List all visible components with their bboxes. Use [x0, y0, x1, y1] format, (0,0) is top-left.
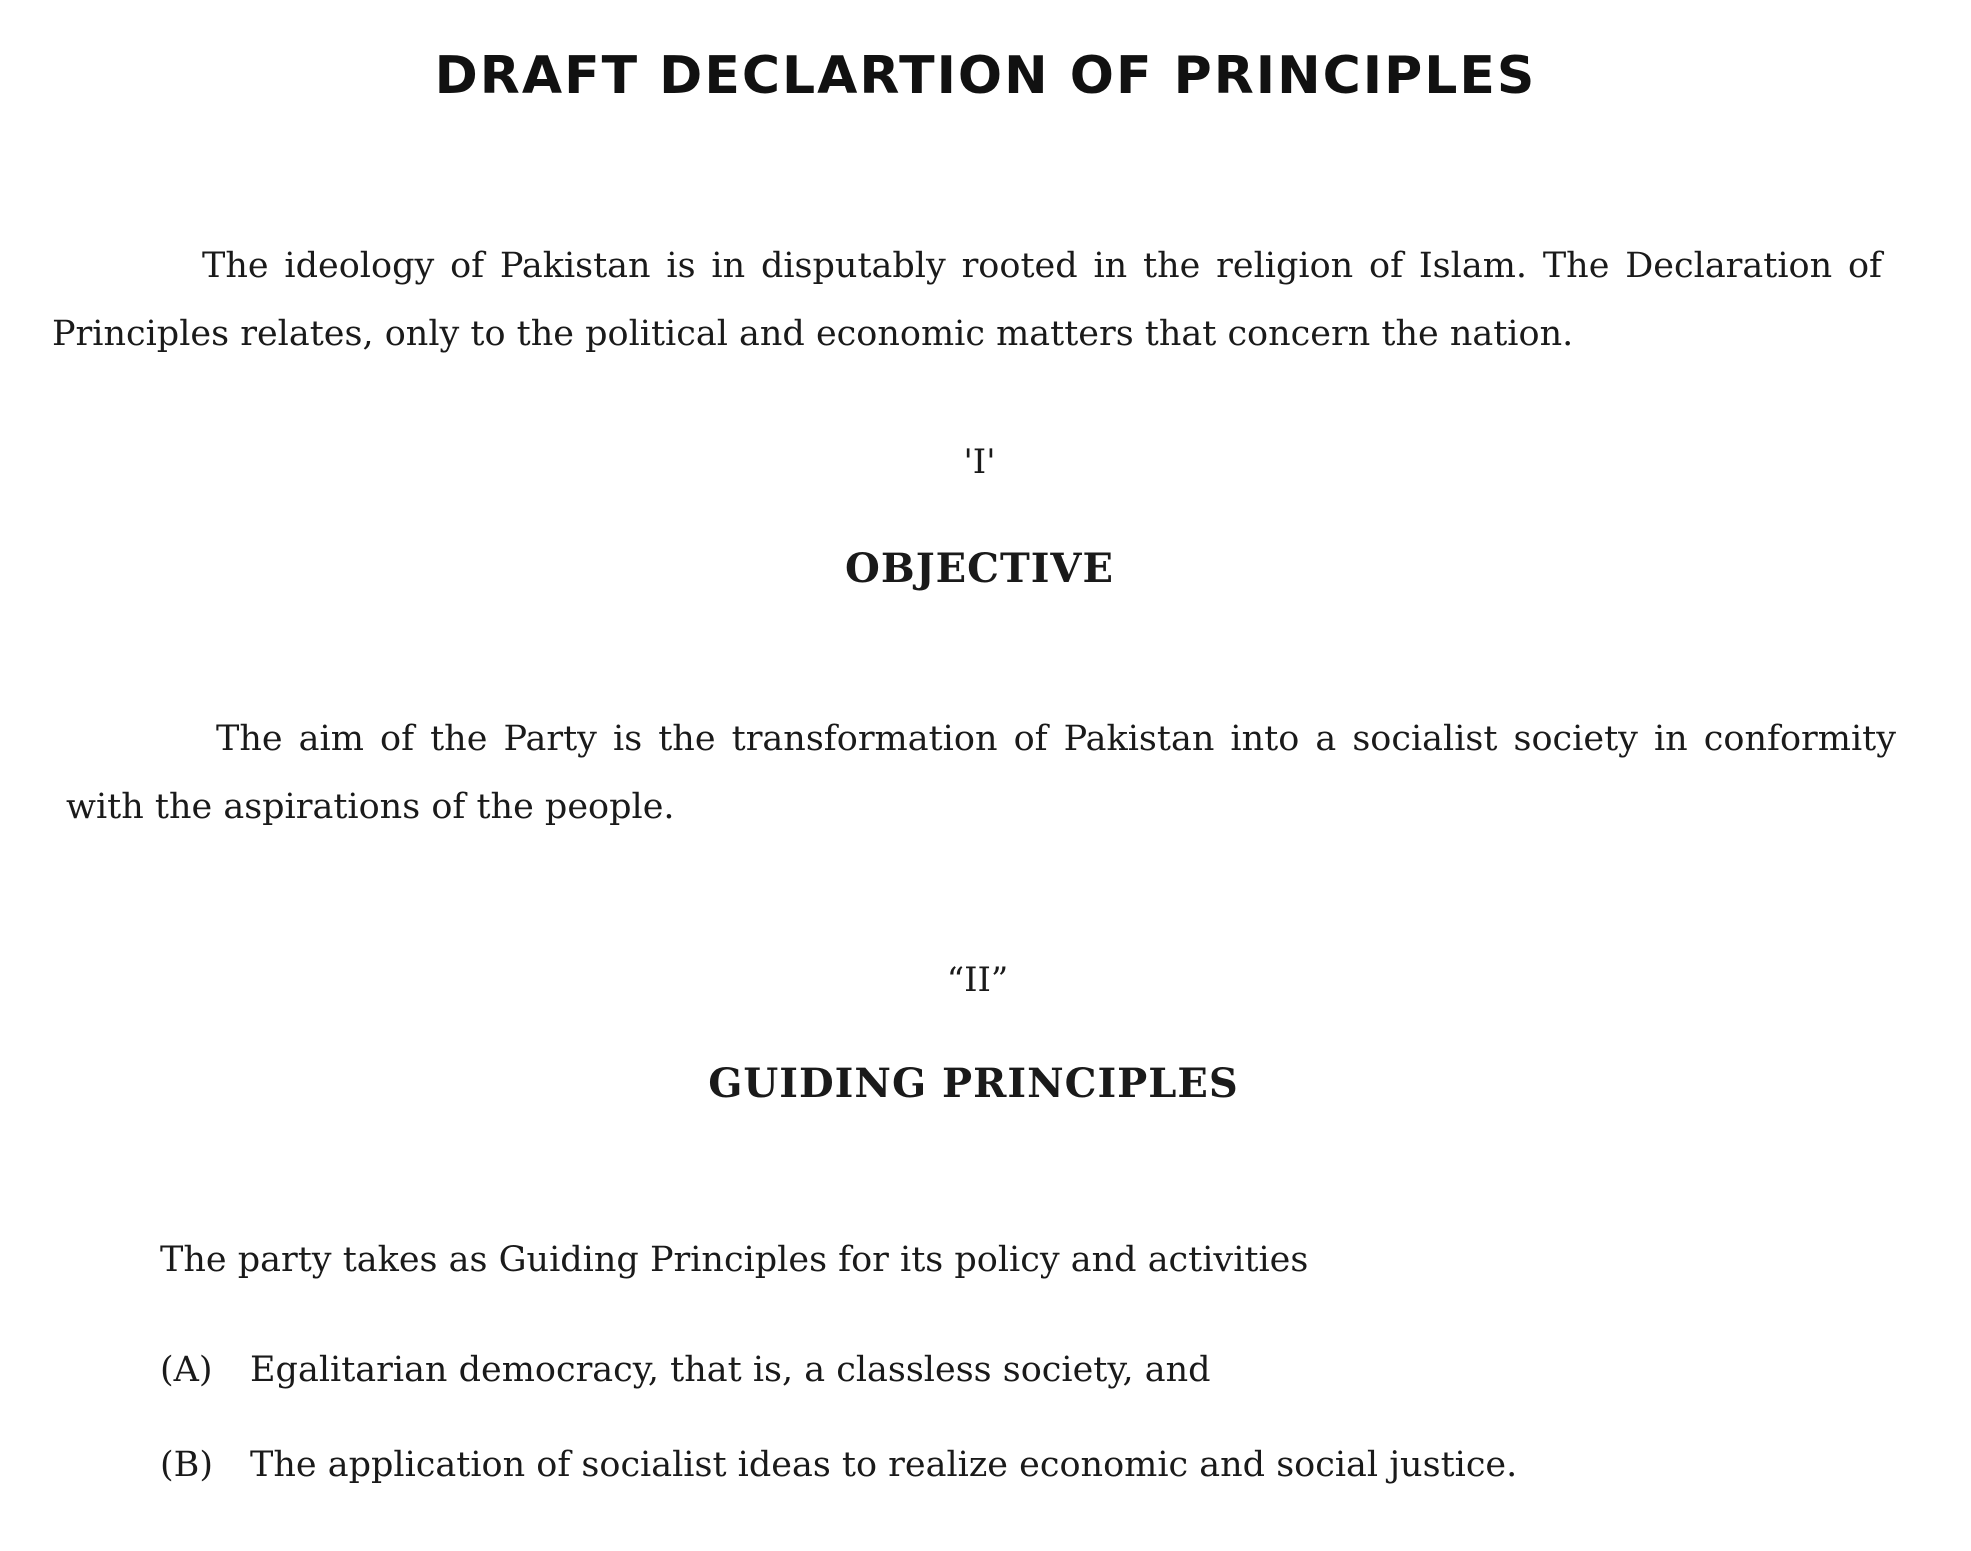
intro-paragraph-text: The ideology of Pakistan is in disputably rooted in the religion of Islam. The Declaration of Principles relates, only to the political and economic matters that concern the nation.	[52, 246, 1882, 354]
section-number-2: “II”	[946, 960, 1009, 1000]
section-heading-objective: OBJECTIVE	[845, 545, 1114, 592]
document-title: DRAFT DECLARTION OF PRINCIPLES	[434, 46, 1537, 106]
list-item-text: The application of socialist ideas to realize economic and social justice.	[250, 1445, 1518, 1485]
intro-paragraph	[52, 232, 1882, 368]
section-number-1: 'I'	[963, 442, 996, 482]
list-item-text: Egalitarian democracy, that is, a classless society, and	[250, 1350, 1211, 1390]
objective-paragraph-text: The aim of the Party is the transformation of Pakistan into a socialist society in conformity with the aspirations of the people.	[66, 719, 1896, 827]
objective-paragraph	[66, 705, 1896, 841]
guiding-principles-intro: The party takes as Guiding Principles for its policy and activities	[160, 1240, 1309, 1280]
list-item	[160, 1445, 1517, 1485]
list-item-label: (A)	[160, 1350, 213, 1390]
section-heading-guiding-principles: GUIDING PRINCIPLES	[708, 1060, 1239, 1107]
list-item-label: (B)	[160, 1445, 214, 1485]
list-item	[160, 1350, 1211, 1390]
